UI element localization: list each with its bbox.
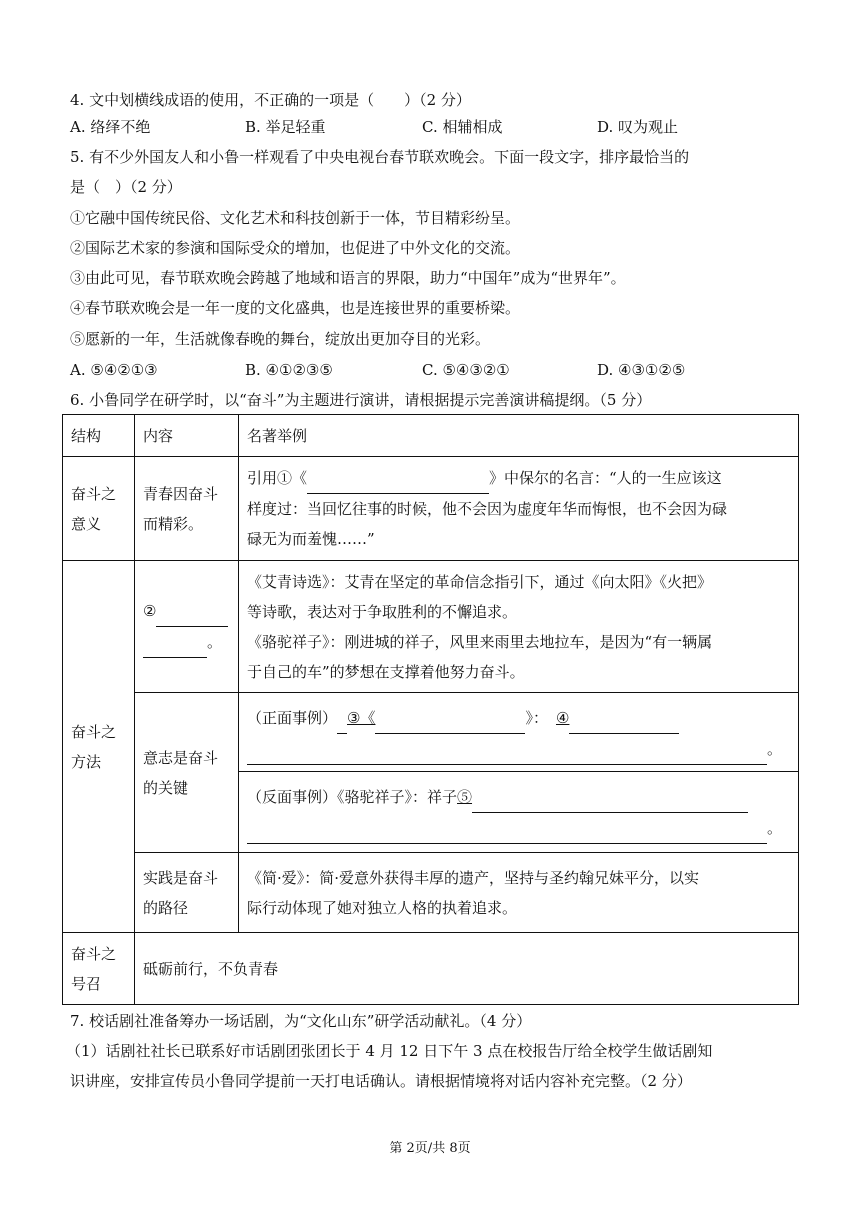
q5-option-d: D. ④③①②⑤ [597,361,686,379]
q5-sentence-1: ①它融中国传统民俗、文化艺术和科技创新于一体，节目精彩纷呈。 [70,209,521,227]
answer-blank-1[interactable] [307,463,489,494]
q6-stem: 6. 小鲁同学在研学时，以“奋斗”为主题进行演讲，请根据提示完善演讲稿提纲。（5 分） [70,391,652,409]
q5-option-b: B. ④①②③⑤ [245,361,333,379]
header-content: 内容 [135,415,239,457]
negative-example: （反面事例）《骆驼祥子》：祥子⑤ 。 [239,772,798,852]
speech-outline-table [62,414,799,1005]
q4-option-c: C. 相辅相成 [422,118,503,136]
table-header-row [63,415,799,457]
table-row-meaning [63,457,799,561]
q7-sub1-line2: 识讲座，安排宣传员小鲁同学提前一天打电话确认。请根据情境将对话内容补充完整。（2 分） [70,1072,692,1090]
structure-method: 奋斗之 方法 [63,561,135,933]
content-practice: 实践是奋斗 的路径 [135,853,239,933]
structure-meaning: 奋斗之 意义 [63,457,135,561]
example-will [239,693,799,853]
page-footer: 第 2页/共 8页 [389,1141,471,1156]
answer-blank-3[interactable] [375,703,525,734]
answer-blank-4b[interactable] [247,734,767,765]
answer-blank-5b[interactable] [247,813,767,844]
q5-sentence-5: ⑤愿新的一年，生活就像春晚的舞台，绽放出更加夺目的光彩。 [70,330,491,348]
structure-call: 奋斗之 号召 [63,933,135,1005]
q7-sub1-line1: （1）话剧社社长已联系好市话剧团张团长于 4 月 12 日下午 3 点在校报告厅给全校学生做话剧知 [66,1042,713,1060]
example-practice: 《简·爱》：简·爱意外获得丰厚的遗产，坚持与圣约翰兄妹平分，以实 际行动体现了她对独立人格的执着追求。 [239,853,799,933]
q4-option-b: B. 举足轻重 [245,118,326,136]
example-method-1: 《艾青诗选》：艾青在坚定的革命信念指引下，通过《向太阳》《火把》 等诗歌，表达对于争取胜利的不懈追求。 《骆驼祥子》：刚进城的祥子，风里来雨里去地拉车，是因为“有一辆属 于自己的车”的梦想在支撑着他努力奋斗。 [239,561,799,693]
q5-option-c: C. ⑤④③②① [422,361,510,379]
q5-sentence-4: ④春节联欢晚会是一年一度的文化盛典，也是连接世界的重要桥梁。 [70,299,521,317]
table-row-method-2 [63,693,799,853]
answer-blank-2b[interactable] [143,627,207,658]
answer-blank-5a[interactable] [472,782,748,813]
q7-stem: 7. 校话剧社准备筹办一场话剧，为“文化山东”研学活动献礼。（4 分） [70,1012,532,1030]
table-row-method-3 [63,853,799,933]
content-call: 砥砺前行，不负青春 [135,933,799,1005]
q5-sentence-2: ②国际艺术家的参演和国际受众的增加，也促进了中外文化的交流。 [70,239,521,257]
content-will: 意志是奋斗 的关键 [135,693,239,853]
q5-sentence-3: ③由此可见，春节联欢晚会跨越了地域和语言的界限，助力“中国年”成为“世界年”。 [70,269,626,287]
table-row-method-1 [63,561,799,693]
header-structure: 结构 [63,415,135,457]
q4-option-d: D. 叹为观止 [597,118,679,136]
q5-stem-line2: 是（ ）（2 分） [70,178,182,196]
positive-example: （正面事例） ③《 》： ④ 。 [239,693,798,772]
q4-option-a: A. 络绎不绝 [70,118,151,136]
example-meaning: 引用①《 》中保尔的名言：“人的一生应该这 样度过：当回忆往事的时候，他不会因为虚度年华而悔恨，也不会因为碌 碌无为而羞愧……” [239,457,799,561]
q5-option-a: A. ⑤④②①③ [70,361,158,379]
answer-blank-2a[interactable] [156,596,228,627]
q5-stem-line1: 5. 有不少外国友人和小鲁一样观看了中央电视台春节联欢晚会。下面一段文字，排序最恰当的 [70,148,690,166]
content-blank-2: ② 。 [135,561,239,693]
q4-stem: 4. 文中划横线成语的使用，不正确的一项是（ ）（2 分） [70,91,471,109]
answer-blank-4a[interactable] [569,703,679,734]
table-row-call [63,933,799,1005]
header-examples: 名著举例 [239,415,799,457]
content-meaning: 青春因奋斗 而精彩。 [135,457,239,561]
